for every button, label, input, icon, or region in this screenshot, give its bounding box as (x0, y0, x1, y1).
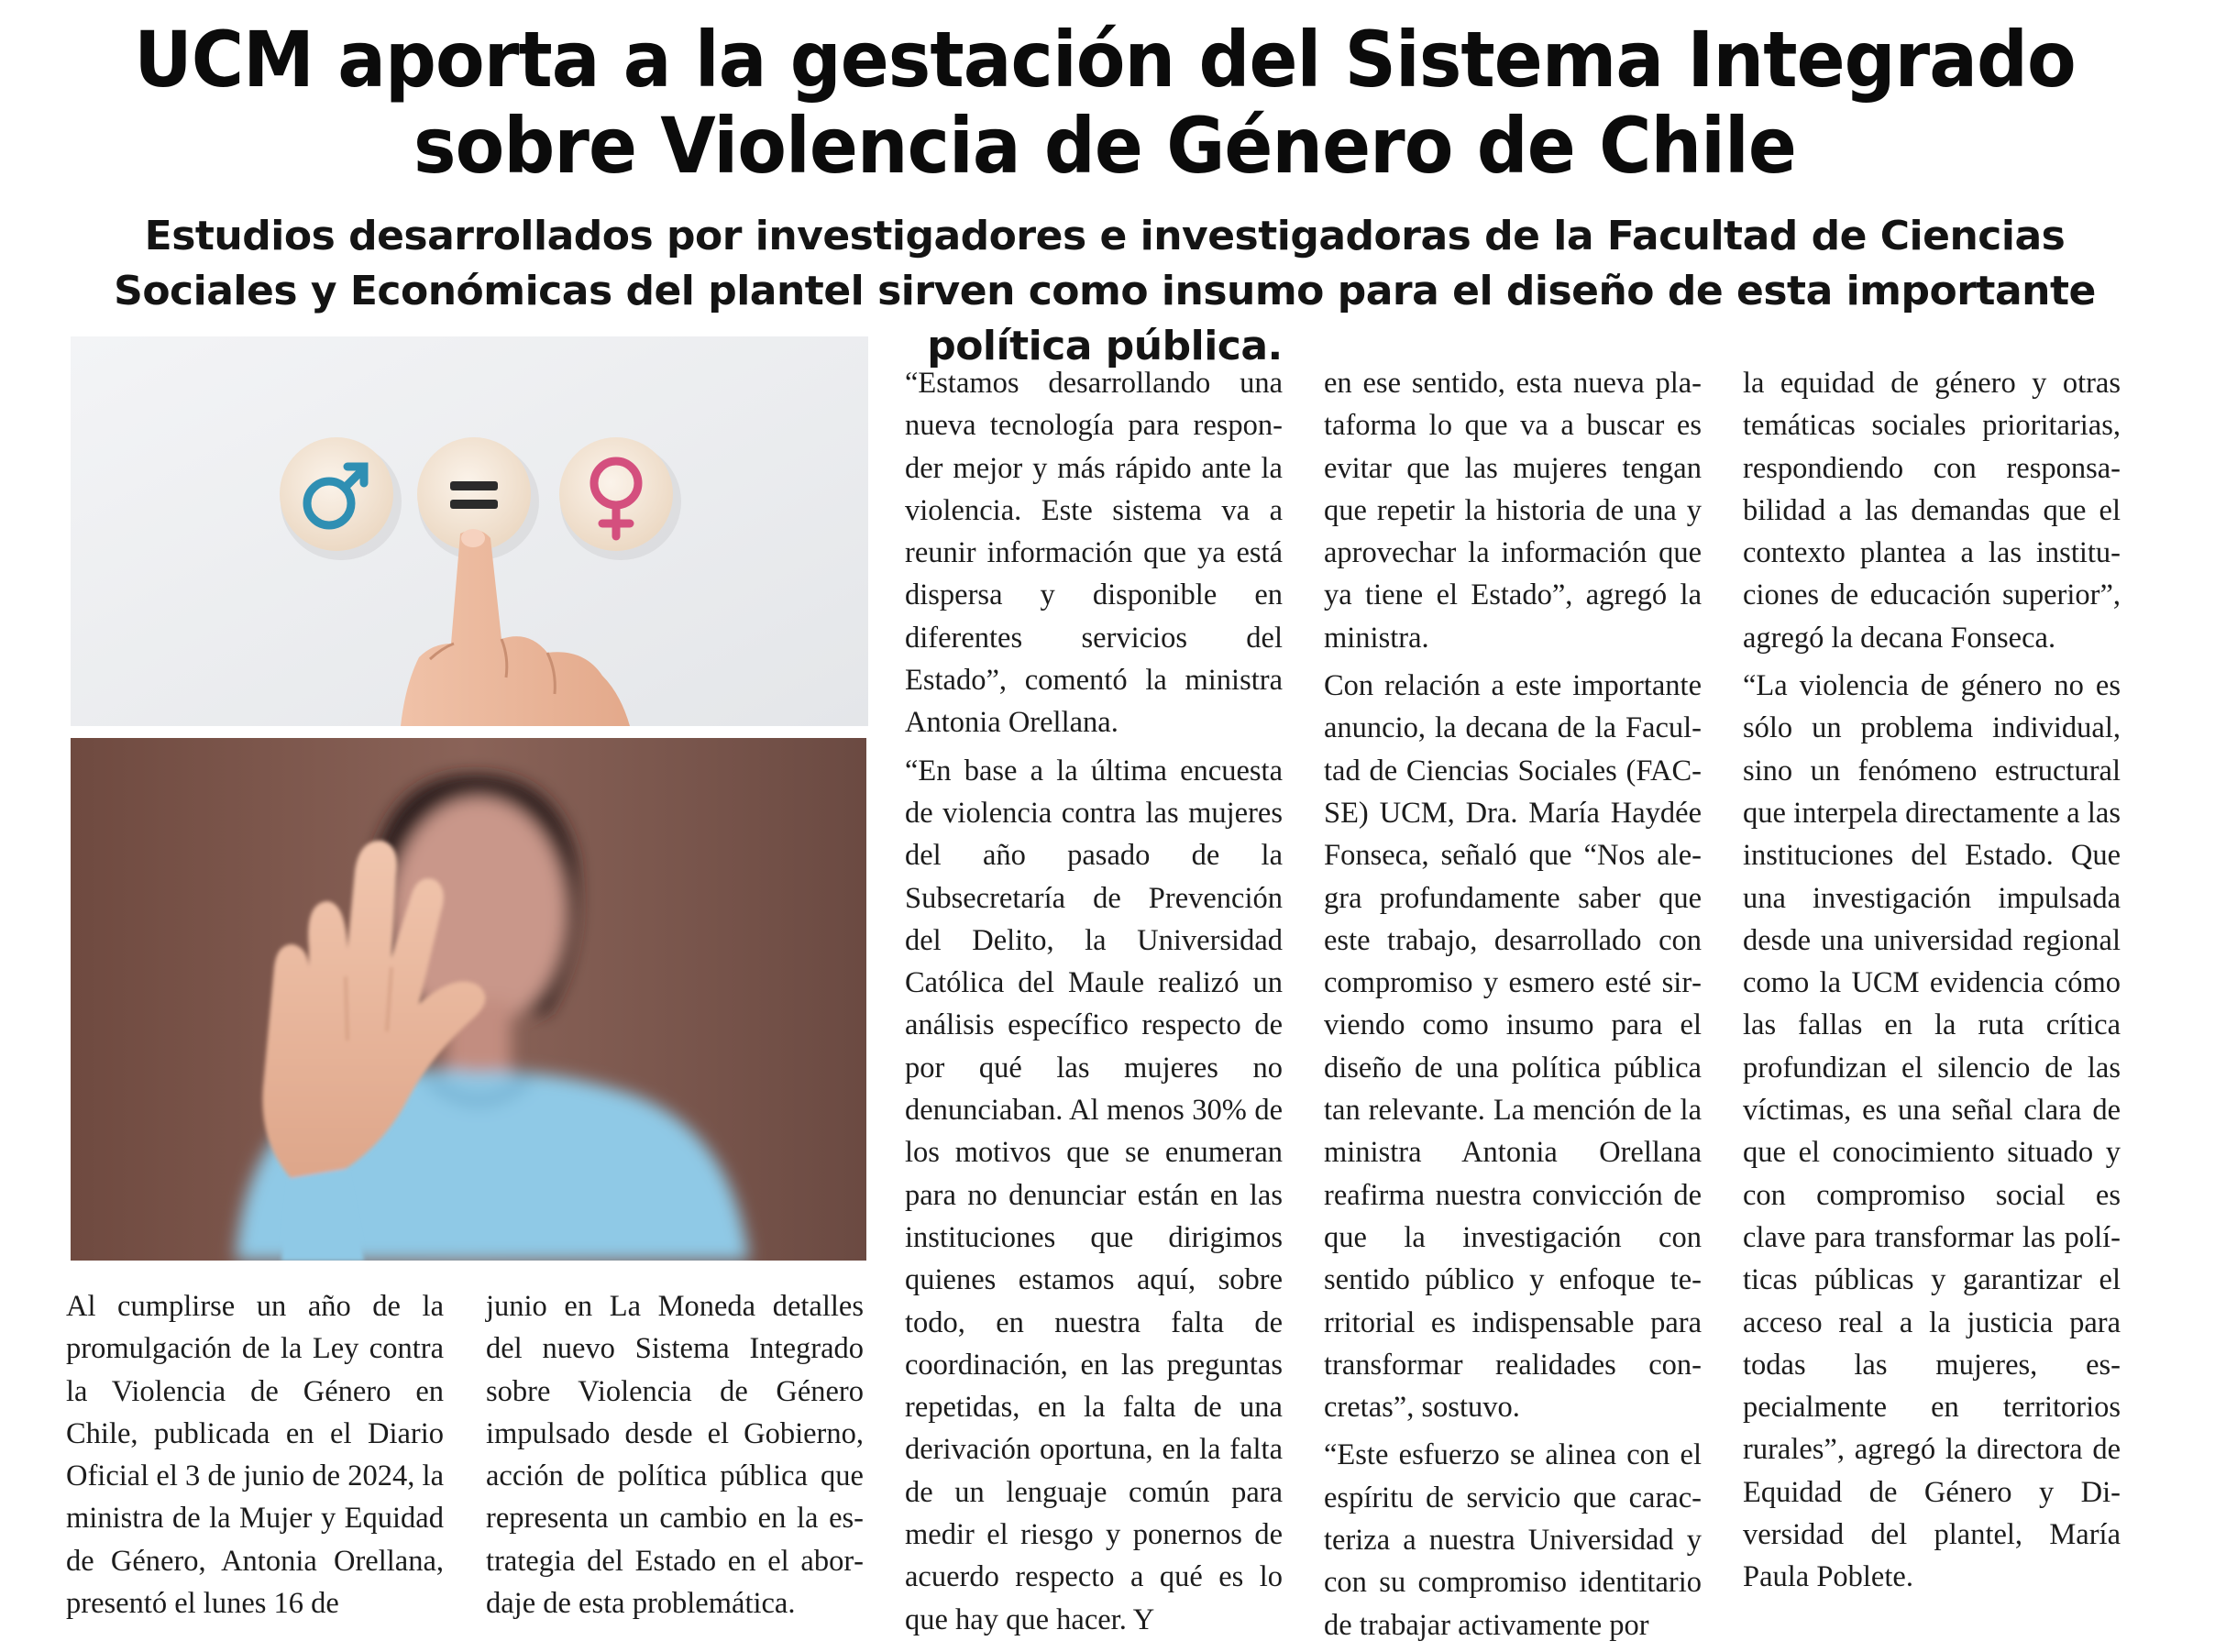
body-paragraph: Al cumplirse un año de la promulgación de la Ley contra la Violencia de Género en Chile, publicada en el Diario Oficial el 3 de junio de 2024, la ministra de la Mujer y Equidad de Género, Antonia Orellana, presentó el lunes 16 de (66, 1290, 444, 1621)
body-paragraph: junio en La Moneda detalles del nuevo Sistema Integrado sobre Violencia de Género impulsado desde el Gobierno, acción de política pública que representa un cambio en la estrategia del Estado en el abordaje de esta problemática. (486, 1290, 864, 1621)
article-column-3 (905, 362, 1283, 1646)
article-column-1 (66, 1285, 444, 1630)
gender-equality-illustration (71, 336, 868, 726)
woman-stop-gesture-photo (71, 738, 866, 1261)
article-column-5 (1743, 362, 2121, 1604)
body-paragraph: la equidad de género y otras temáticas sociales prioritarias, respondiendo con responsabilidad a las demandas que el contexto plantea a las instituciones de educación superior”, agregó la decana Fonseca. (1743, 367, 2121, 655)
article-column-4 (1324, 362, 1702, 1652)
article-headline: UCM aporta a la gestación del Sistema Integrado sobre Violencia de Género de Chile (134, 15, 2076, 191)
body-paragraph: “La violencia de género no es sólo un problema individual, sino un fenómeno estructural que interpela directamente a las instituciones del Estado. Que una investigación impulsada desde una universidad regional como la UCM evidencia cómo las fallas en la ruta crítica profundizan el silencio de las víctimas, es una señal clara de que el conocimiento situado y con compromiso social es clave para transformar las políticas públicas y garantizar el acceso real a la justicia para todas las mujeres, especialmente en territorios rurales”, agregó la directora de Equidad de Género y Diversidad del plantel, María Paula Poblete. (1743, 669, 2121, 1594)
gender-equality-symbols-photo (71, 336, 868, 726)
body-paragraph: “Este esfuerzo se alinea con el espíritu de servicio que caracteriza a nuestra Universidad y con su compromiso identitario de trabajar activamente por (1324, 1438, 1702, 1642)
body-paragraph: “En base a la última encuesta de violencia contra las mujeres del año pasado de la Subsecretaría de Prevención del Delito, la Universidad Católica del Maule realizó un análisis específico respecto de por qué las mujeres no denunciaban. Al menos 30% de los motivos que se enumeran para no denunciar están en las instituciones que dirigimos quienes estamos aquí, sobre todo, en nuestra falta de coordinación, en las preguntas repetidas, en la falta de una derivación oportuna, en la falta de un lenguaje común para medir el riesgo y ponernos de acuerdo respecto a qué es lo que hay que hacer. Y (905, 754, 1283, 1636)
article-subheadline: Estudios desarrollados por investigadores e investigadoras de la Facultad de Ciencias Sociales y Económicas del plantel sirven como insumo para el diseño de esta importante política pública. (114, 213, 2096, 369)
body-paragraph: en ese sentido, esta nueva plataforma lo que va a buscar es evitar que las mujeres tengan que repetir la historia de una y aprovechar la información que ya tiene el Estado”, agregó la ministra. (1324, 367, 1702, 655)
woman-stop-gesture-illustration (71, 738, 866, 1261)
body-paragraph: “Estamos desarrollando una nueva tecnología para responder mejor y más rápido ante la violencia. Este sistema va a reunir información que ya está dispersa y disponible en diferentes servicios del Estado”, comentó la ministra Antonia Orellana. (905, 367, 1283, 740)
body-paragraph: Con relación a este importante anuncio, la decana de la Facultad de Ciencias Sociales (FACSE) UCM, Dra. María Haydée Fonseca, señaló que “Nos alegra profundamente saber que este trabajo, desarrollado con compromiso y esmero esté sirviendo como insumo para el diseño de una política pública tan relevante. La mención de la ministra Antonia Orellana reafirma nuestra convicción de que la investigación con sentido público y enfoque territorial es indispensable para transformar realidades concretas”, sostuvo. (1324, 669, 1702, 1425)
article-column-2 (486, 1285, 864, 1630)
